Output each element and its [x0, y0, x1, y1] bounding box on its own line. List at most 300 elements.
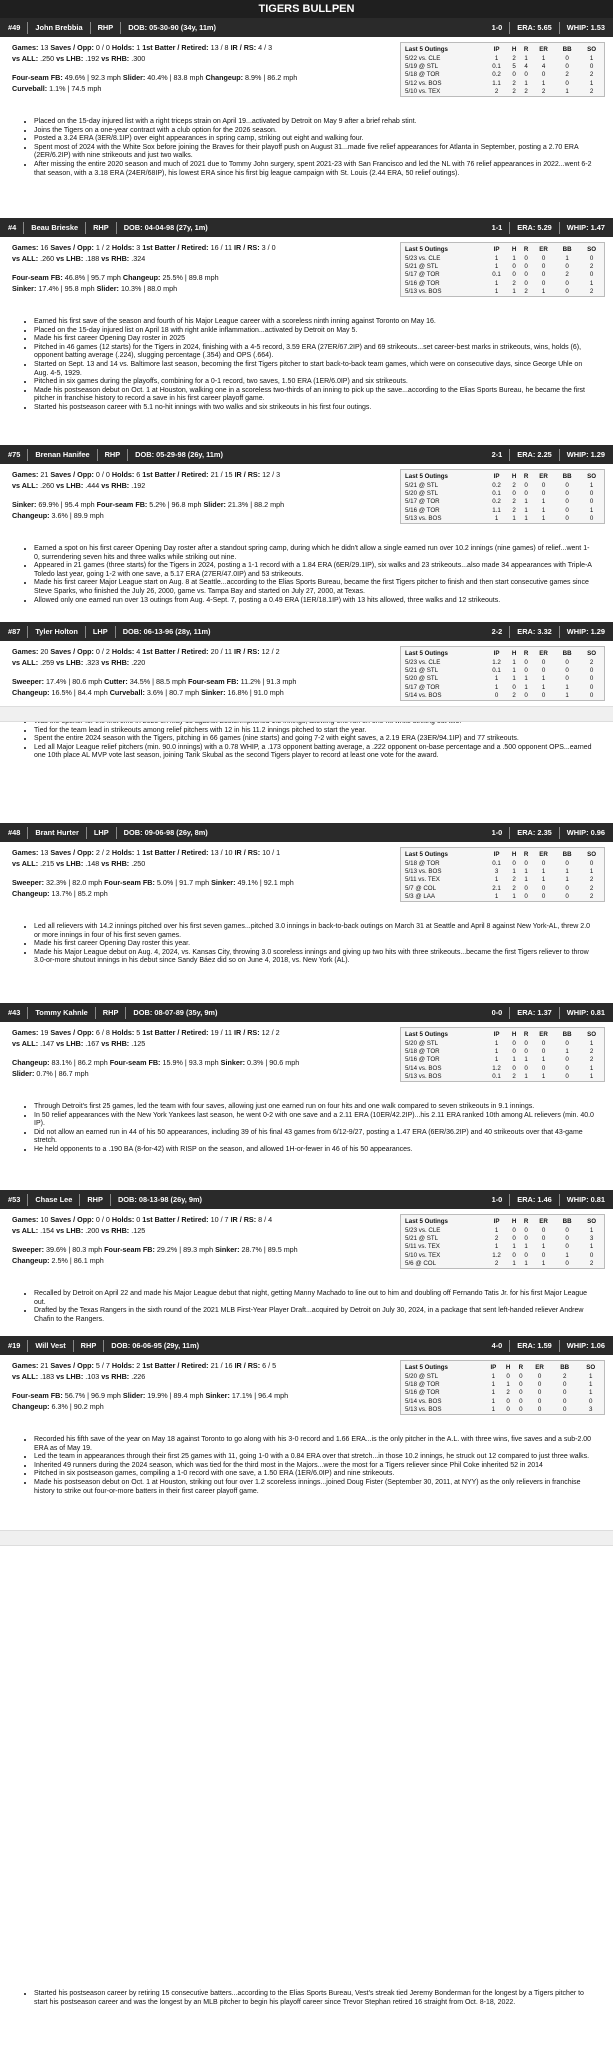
outing-row: [401, 859, 605, 867]
player-summary: [492, 827, 605, 839]
outing-row: [401, 893, 605, 902]
header-field: RHP: [80, 1340, 97, 1350]
outing-cell: 5: [512, 63, 516, 71]
outing-cell: 1: [541, 515, 546, 523]
player-summary: [492, 1007, 605, 1019]
outing-cell: 2: [562, 1372, 567, 1380]
stat-line: Changeup: 16.5% | 84.4 mph Curveball: 3.6% | 80.7 mph Sinker: 16.8% | 91.0 mph: [12, 688, 284, 697]
outing-row: [401, 675, 605, 683]
header-field: #4: [8, 222, 17, 232]
note-item: • Started on Sept. 13 and 14 vs. Baltimore last season, becoming the first Tigers pitcher to start back-to-back team games, which were on consecutive days, since George Uhle on Aug. 4-5, 1929.: [34, 361, 594, 378]
outing-cell: 2: [524, 288, 528, 296]
header-field: DOB: 05-30-90 (34y, 11m): [128, 22, 216, 32]
outings-header: Last 5 Outings: [405, 1363, 448, 1371]
last-5-outings-table: [400, 469, 605, 524]
outing-row: [401, 876, 605, 884]
outing-cell: 2: [589, 288, 594, 296]
header-divider: [509, 1194, 510, 1206]
outing-cell: 5/23 vs. CLE: [405, 658, 441, 666]
outings-header: ER: [539, 245, 548, 253]
outing-cell: 0: [512, 1226, 516, 1234]
summary-field: ERA: 5.29: [517, 222, 552, 232]
outing-cell: 0: [524, 658, 528, 666]
outing-cell: 0: [541, 263, 546, 271]
note-item: • Inherited 49 runners during the 2024 season, which was tied for the third most in the Majors...were the most for a Tigers reliever since Phil Coke inherited 52 in 2014: [34, 1462, 594, 1471]
outing-cell: 1: [524, 868, 528, 876]
last-5-outings-table: [400, 1360, 605, 1415]
outings-header: R: [523, 245, 529, 253]
header-divider: [23, 222, 24, 234]
outing-cell: 5/6 @ COL: [405, 1260, 437, 1268]
stat-line: Sweeper: 17.4% | 80.6 mph Cutter: 34.5% | 88.5 mph Four-seam FB: 11.2% | 91.3 mph: [12, 677, 297, 686]
last-5-outings-table: [400, 646, 605, 701]
header-field: DOB: 05-29-98 (26y, 11m): [135, 449, 223, 459]
header-divider: [559, 827, 560, 839]
outing-cell: 0: [565, 288, 569, 296]
header-field: Brant Hurter: [35, 827, 79, 837]
outings-header: SO: [587, 45, 597, 53]
outing-cell: 0: [524, 692, 528, 700]
outing-cell: 5/20 @ STL: [405, 1039, 439, 1047]
outing-cell: 1: [565, 683, 569, 691]
outings-header: BB: [560, 1363, 570, 1371]
outing-cell: 1: [589, 1226, 594, 1234]
outing-row: [401, 79, 605, 87]
outing-cell: 5/22 vs. CLE: [405, 54, 441, 62]
summary-field: ERA: 2.35: [517, 827, 552, 837]
outing-cell: 0: [589, 667, 594, 675]
player-notes: [24, 1103, 594, 1155]
stat-line: Games: 16 Saves / Opp: 1 / 2 Holds: 3 1st Batter / Retired: 16 / 11 IR / RS: 3 / 0: [12, 243, 276, 252]
outing-cell: 2: [512, 876, 516, 884]
player-header: [0, 1190, 613, 1209]
outing-cell: 0.2: [492, 71, 501, 79]
outing-cell: 0: [565, 893, 569, 901]
outing-cell: 1: [524, 683, 528, 691]
header-divider: [27, 827, 28, 839]
outing-row: [401, 498, 605, 506]
outing-cell: 1: [524, 498, 528, 506]
outing-cell: 2: [565, 71, 569, 79]
player-identity: [8, 1194, 492, 1206]
outing-cell: 1: [512, 515, 516, 523]
outing-cell: 0: [494, 692, 499, 700]
outings-header: ER: [539, 1217, 548, 1225]
note-item: • Started his postseason career with 5.1 no-hit innings with two walks and six strikeouts in his first four outings.: [34, 404, 594, 413]
outing-cell: 0: [524, 1251, 528, 1259]
outing-cell: 2: [589, 1056, 594, 1064]
outing-cell: 1: [494, 876, 499, 884]
outing-cell: 1: [524, 876, 528, 884]
header-divider: [27, 1340, 28, 1352]
outing-cell: 5/14 vs. BOS: [405, 1397, 442, 1405]
outings-header: H: [511, 1217, 517, 1225]
outing-cell: 1: [541, 288, 546, 296]
outing-cell: 0: [565, 498, 569, 506]
header-field: DOB: 08-13-98 (26y, 9m): [117, 1194, 203, 1204]
stat-line: vs ALL: .260 vs LHB: .188 vs RHB: .324: [12, 254, 146, 263]
outing-cell: 2: [512, 279, 516, 287]
outings-header: R: [523, 45, 529, 53]
header-divider: [27, 22, 28, 34]
outing-cell: 1: [524, 1056, 528, 1064]
last-5-outings-table: [400, 847, 605, 902]
outing-cell: 0: [589, 515, 594, 523]
outings-header: IP: [490, 1363, 497, 1371]
outing-cell: 5/21 @ STL: [405, 1235, 439, 1243]
outing-cell: 5/11 vs. TEX: [405, 876, 440, 884]
stat-line: Games: 19 Saves / Opp: 6 / 8 Holds: 5 1st Batter / Retired: 19 / 11 IR / RS: 12 / 2: [12, 1028, 280, 1037]
player-header: [0, 823, 613, 842]
header-divider: [97, 449, 98, 461]
summary-field: WHIP: 1.06: [566, 1340, 605, 1350]
player-stats: [12, 1360, 288, 1412]
outing-cell: 1: [494, 675, 499, 683]
outings-header: R: [523, 1217, 529, 1225]
summary-field: ERA: 1.59: [517, 1340, 552, 1350]
header-field: #43: [8, 1007, 21, 1017]
outing-cell: 0: [537, 1381, 542, 1389]
outing-cell: 5/13 vs. BOS: [405, 1406, 442, 1414]
stat-line: Sinker: 69.9% | 95.4 mph Four-seam FB: 5.2% | 96.8 mph Slider: 21.3% | 88.2 mph: [12, 500, 285, 509]
outing-cell: 1: [524, 1260, 528, 1268]
outing-cell: 0: [565, 1243, 569, 1251]
outing-cell: 1: [588, 1381, 593, 1389]
note-item: • Pitched in six games during the playoffs, combining for a 0-1 record, two saves, 1.50 ERA (1ER/6.0IP) and six strikeouts.: [34, 378, 594, 387]
outing-row: [401, 279, 605, 287]
note-item: • Through Detroit's first 25 games, led the team with four saves, allowing just one earned run on four hits and one walk compared to seven strikeouts in 9.1 innings.: [34, 1103, 594, 1112]
outing-cell: 1: [589, 279, 594, 287]
outing-row: [401, 658, 605, 666]
outing-cell: 5/13 vs. BOS: [405, 1073, 442, 1081]
player-summary: [492, 222, 605, 234]
stat-line: [12, 1049, 299, 1057]
note-item: • Allowed only one earned run over 13 outings from Aug. 4-Sept. 7, posting a 0.49 ERA (1ER/18.1IP) with 13 hits allowed, three walks and 12 strikeouts.: [34, 597, 594, 606]
outing-cell: 1: [506, 1381, 510, 1389]
outing-cell: 1: [494, 254, 499, 262]
outing-cell: 4: [524, 63, 528, 71]
outing-cell: 0: [524, 263, 528, 271]
outing-cell: 1: [541, 79, 546, 87]
player-header: [0, 445, 613, 464]
note-item: • Made his postseason debut on Oct. 1 at Houston, striking out four over 1.2 scoreless innings...joined Doug Fister (September 30, 2011, at NYY) as the only relievers in franchise history to strike out four-or-more batters in their first career playoff game.: [34, 1479, 594, 1496]
header-divider: [509, 222, 510, 234]
stat-line: [12, 1236, 298, 1244]
outing-cell: 0: [519, 1406, 523, 1414]
outing-cell: 1: [512, 893, 516, 901]
outings-header: H: [511, 45, 517, 53]
outing-cell: 0: [589, 271, 594, 279]
outing-row: [401, 867, 605, 875]
note-item: • Pitched in six postseason games, compiling a 1-0 record with one save, a 1.50 ERA (1ER/6.0IP) and nine strikeouts.: [34, 1470, 594, 1479]
header-field: #49: [8, 22, 21, 32]
outings-header: IP: [493, 649, 500, 657]
outing-cell: 0: [589, 675, 594, 683]
stat-line: [12, 869, 294, 877]
outing-cell: 1: [541, 1056, 546, 1064]
outings-header: IP: [493, 850, 500, 858]
outing-cell: 1: [565, 1251, 569, 1259]
note-item: • He held opponents to a .190 BA (8-for-42) with RISP on the season, and allowed 1H-or-fewer in 46 of his 50 appearances.: [34, 1146, 594, 1155]
outing-cell: 0: [589, 692, 594, 700]
outing-row: [401, 271, 605, 279]
outing-row: [401, 884, 605, 892]
outings-header: ER: [539, 1030, 548, 1038]
stat-line: Games: 21 Saves / Opp: 0 / 0 Holds: 6 1st Batter / Retired: 21 / 15 IR / RS: 12 / 3: [12, 470, 281, 479]
outing-cell: 0: [519, 1381, 523, 1389]
outing-row: [401, 515, 605, 524]
note-item: • Made his first career Opening Day roster this year.: [34, 940, 594, 949]
outing-cell: 1: [494, 1243, 499, 1251]
outing-cell: 0: [589, 1251, 594, 1259]
header-field: DOB: 04-04-98 (27y, 1m): [123, 222, 208, 232]
outing-cell: 0: [541, 1226, 546, 1234]
outings-header: BB: [562, 472, 572, 480]
player-stats: [12, 1027, 299, 1079]
outing-cell: 0: [541, 658, 546, 666]
page-break: [0, 1530, 613, 1546]
note-item: • Led all Major League relief pitchers (min. 90.0 innings) with a 0.78 WHIP, a .173 opponent batting average, a .222 opponent on-base percentage and a .500 opponent OPS...earned one 10th place AL MVP vote last season, joining Tarik Skubal as the second Tigers player to record at least one vote for the award.: [34, 744, 594, 761]
outings-header: Last 5 Outings: [405, 649, 448, 657]
header-divider: [509, 626, 510, 638]
outing-cell: 0: [541, 893, 546, 901]
outings-header: H: [511, 245, 517, 253]
header-divider: [85, 222, 86, 234]
outing-cell: 5/14 vs. BOS: [405, 1064, 442, 1072]
page-break: [0, 706, 613, 722]
player-notes: [24, 1436, 594, 1496]
note-item: • Joins the Tigers on a one-year contract with a club option for the 2026 season.: [34, 127, 594, 136]
outing-cell: 1: [491, 1397, 496, 1405]
outing-row: [401, 262, 605, 270]
summary-field: 0-0: [491, 1007, 503, 1017]
outing-cell: 2: [494, 88, 499, 96]
outing-cell: 5/18 @ TOR: [405, 71, 440, 79]
outing-cell: 2: [512, 481, 516, 489]
outing-row: [401, 506, 605, 514]
header-divider: [559, 626, 560, 638]
outing-cell: 1: [494, 1039, 499, 1047]
note-item: • Did not allow an earned run in 44 of his 50 appearances, including 39 of his final 43 games from 6/12-9/27, posting a 1.47 ERA (6ER/36.2IP) and 40 strikeouts over that 43-game stretch.: [34, 1129, 594, 1146]
outing-cell: 0: [524, 1226, 528, 1234]
summary-field: ERA: 1.37: [517, 1007, 552, 1017]
note-item: • Made his Major League debut on Aug. 4, 2024, vs. Kansas City, throwing 3.0 scoreless innings and giving up two hits with three strikeouts...became the first Tigers reliever to throw 3.0-or-more shutout innings in his debut since Sandy Báez did so on June 4, 2018, vs. New York (AL).: [34, 949, 594, 966]
outing-cell: 0: [589, 859, 594, 867]
outing-cell: 0: [565, 263, 569, 271]
outing-cell: 0: [506, 1397, 510, 1405]
header-field: DOB: 09-06-98 (26y, 8m): [123, 827, 208, 837]
outing-cell: 1: [524, 515, 528, 523]
outing-cell: 0: [519, 1389, 523, 1397]
outing-cell: 0: [524, 893, 528, 901]
outing-cell: 0: [565, 1073, 569, 1081]
note-item: • Spent the entire 2024 season with the Tigers, pitching in 66 games (nine starts) and going 7-2 with eight saves, a 2.19 ERA (23ER/94.1IP) and 77 strikeouts.: [34, 735, 594, 744]
outing-cell: 0: [537, 1389, 542, 1397]
last-5-outings-table: [400, 1027, 605, 1082]
outing-cell: 1: [524, 1073, 528, 1081]
outing-cell: 0: [512, 490, 516, 498]
outing-cell: 2: [589, 658, 594, 666]
outing-cell: 1: [494, 54, 499, 62]
header-divider: [509, 1007, 510, 1019]
header-divider: [95, 1007, 96, 1019]
note-item: • Started his postseason career by retiring 15 consecutive batters...according to the Elias Sports Bureau, Vest's streak tied Jeremy Bonderman for the longest by a Tigers pitcher to start his postseason career and was the longest by an MLB pitcher to begin his playoff career since Trevor Stephan retired 16 straight from Oct. 8-18, 2022.: [34, 1990, 594, 2007]
outing-cell: 0: [524, 859, 528, 867]
outing-cell: 0: [524, 71, 528, 79]
header-divider: [79, 1194, 80, 1206]
outing-cell: 1: [541, 868, 546, 876]
outing-cell: 1: [512, 658, 516, 666]
stat-line: Games: 13 Saves / Opp: 0 / 0 Holds: 1 1st Batter / Retired: 13 / 8 IR / RS: 4 / 3: [12, 43, 273, 52]
header-divider: [103, 1340, 104, 1352]
outings-header: Last 5 Outings: [405, 472, 448, 480]
outing-cell: 0: [512, 1048, 516, 1056]
note-item: • Appeared in 21 games (three starts) for the Tigers in 2024, posting a 1-1 record with a 1.84 ERA (6ER/29.1IP), six walks and 23 strikeouts...also made 34 appearances with Triple-A Toledo last year, going 1-2 with one save, a 5.17 ERA (27ER/47.0IP) and 53 strikeouts.: [34, 562, 594, 579]
header-field: DOB: 06-06-95 (29y, 11m): [111, 1340, 200, 1350]
stat-line: Changeup: 3.6% | 89.9 mph: [12, 511, 104, 520]
outing-cell: 0: [541, 490, 546, 498]
outing-cell: 1: [494, 1226, 499, 1234]
outing-cell: 1: [494, 263, 499, 271]
outing-cell: 2: [512, 498, 516, 506]
outings-header: BB: [562, 649, 572, 657]
header-divider: [125, 1007, 126, 1019]
player-header: [0, 622, 613, 641]
outing-cell: 1: [494, 1056, 499, 1064]
player-notes: [24, 318, 594, 413]
outing-cell: 0: [541, 859, 546, 867]
summary-field: 2-2: [491, 626, 503, 636]
outing-cell: 0: [541, 1039, 546, 1047]
outing-cell: 0: [565, 859, 569, 867]
outings-header: BB: [562, 1030, 572, 1038]
player-identity: [8, 22, 492, 34]
header-divider: [559, 1340, 560, 1352]
outing-cell: 0.1: [492, 490, 501, 498]
outing-cell: 5/14 vs. BOS: [405, 692, 442, 700]
outing-cell: 1: [565, 88, 569, 96]
outing-cell: 0.1: [492, 667, 501, 675]
outing-cell: 5/3 @ LAA: [405, 893, 436, 901]
outings-header: BB: [562, 850, 572, 858]
outing-row: [401, 288, 605, 297]
outing-cell: 1: [541, 683, 546, 691]
outing-cell: 5/16 @ TOR: [405, 279, 440, 287]
header-field: #87: [8, 626, 21, 636]
outing-cell: 0: [565, 506, 569, 514]
outing-cell: 0: [524, 1039, 528, 1047]
outing-cell: 2: [512, 54, 516, 62]
outing-cell: 0: [565, 1056, 569, 1064]
outing-cell: 1: [491, 1372, 496, 1380]
outing-cell: 0: [512, 1235, 516, 1243]
outings-header: SO: [587, 1030, 597, 1038]
outing-cell: 0: [524, 254, 528, 262]
stat-line: [12, 491, 284, 499]
outing-cell: 1: [541, 1073, 546, 1081]
outings-header: BB: [562, 1217, 572, 1225]
outing-cell: 1: [524, 675, 528, 683]
stat-line: vs ALL: .147 vs LHB: .167 vs RHB: .125: [12, 1039, 146, 1048]
outings-header: SO: [587, 1217, 597, 1225]
outing-row: [401, 1039, 605, 1047]
outing-cell: 5/23 vs. CLE: [405, 254, 441, 262]
outing-cell: 0: [565, 1260, 569, 1268]
outing-cell: 1.2: [492, 1251, 501, 1259]
outing-cell: 2: [506, 1389, 510, 1397]
outing-row: [401, 692, 605, 701]
player-identity: [8, 626, 492, 638]
stat-line: Curveball: 1.1% | 74.5 mph: [12, 84, 102, 93]
outings-header: SO: [587, 245, 597, 253]
outing-cell: 1: [541, 675, 546, 683]
stat-line: Sweeper: 39.6% | 80.3 mph Four-seam FB: 29.2% | 89.3 mph Sinker: 28.7% | 89.5 mph: [12, 1245, 298, 1254]
outings-header: SO: [587, 850, 597, 858]
outing-cell: 1: [541, 1260, 546, 1268]
outings-header: IP: [493, 245, 500, 253]
outings-header: BB: [562, 45, 572, 53]
outing-cell: 0: [541, 279, 546, 287]
outing-cell: 5/10 vs. TEX: [405, 88, 441, 96]
outing-cell: 5/18 @ TOR: [405, 1381, 440, 1389]
outing-cell: 5/17 @ TOR: [405, 271, 440, 279]
outings-header: H: [511, 850, 517, 858]
header-divider: [73, 1340, 74, 1352]
outings-header: Last 5 Outings: [405, 245, 448, 253]
stat-line: Sweeper: 32.3% | 82.0 mph Four-seam FB: 5.0% | 91.7 mph Sinker: 49.1% | 92.1 mph: [12, 878, 294, 887]
outing-cell: 2: [589, 1260, 594, 1268]
outing-cell: 5/13 vs. BOS: [405, 515, 442, 523]
stat-line: vs ALL: .260 vs LHB: .444 vs RHB: .192: [12, 481, 146, 490]
header-field: #53: [8, 1194, 21, 1204]
outing-cell: 1: [589, 1073, 594, 1081]
outing-cell: 2: [512, 1073, 516, 1081]
player-summary: [492, 1194, 605, 1206]
player-stats: [12, 242, 276, 294]
outing-cell: 0: [565, 884, 569, 892]
outing-cell: 1: [512, 667, 516, 675]
outings-header: H: [511, 1030, 517, 1038]
outing-cell: 5/10 vs. TEX: [405, 1251, 441, 1259]
outing-row: [401, 54, 605, 62]
outing-row: [401, 1389, 605, 1397]
note-item: • Earned his first save of the season and fourth of his Major League career with a scoreless ninth inning against Toronto on May 16.: [34, 318, 594, 327]
outing-cell: 0.2: [492, 481, 501, 489]
header-field: Brenan Hanifee: [35, 449, 90, 459]
outing-cell: 0: [565, 279, 569, 287]
outing-cell: 3: [588, 1406, 593, 1414]
outing-cell: 1: [565, 876, 569, 884]
outings-header: H: [511, 472, 517, 480]
outing-cell: 0: [524, 1048, 528, 1056]
outing-cell: 0: [565, 63, 569, 71]
outing-cell: 0.1: [492, 271, 501, 279]
outing-row: [401, 1380, 605, 1388]
player-identity: [8, 827, 492, 839]
outings-header: SO: [586, 1363, 596, 1371]
outing-cell: 2: [512, 884, 516, 892]
outing-cell: 2: [512, 88, 516, 96]
stat-line: vs ALL: .154 vs LHB: .200 vs RHB: .125: [12, 1226, 146, 1235]
outing-cell: 1: [565, 692, 569, 700]
header-field: Chase Lee: [35, 1194, 73, 1204]
outing-cell: 1: [565, 1048, 569, 1056]
summary-field: ERA: 1.46: [517, 1194, 552, 1204]
outing-cell: 2: [565, 271, 569, 279]
outing-cell: 1: [491, 1389, 496, 1397]
outing-cell: 0: [565, 481, 569, 489]
outings-header: ER: [535, 1363, 544, 1371]
